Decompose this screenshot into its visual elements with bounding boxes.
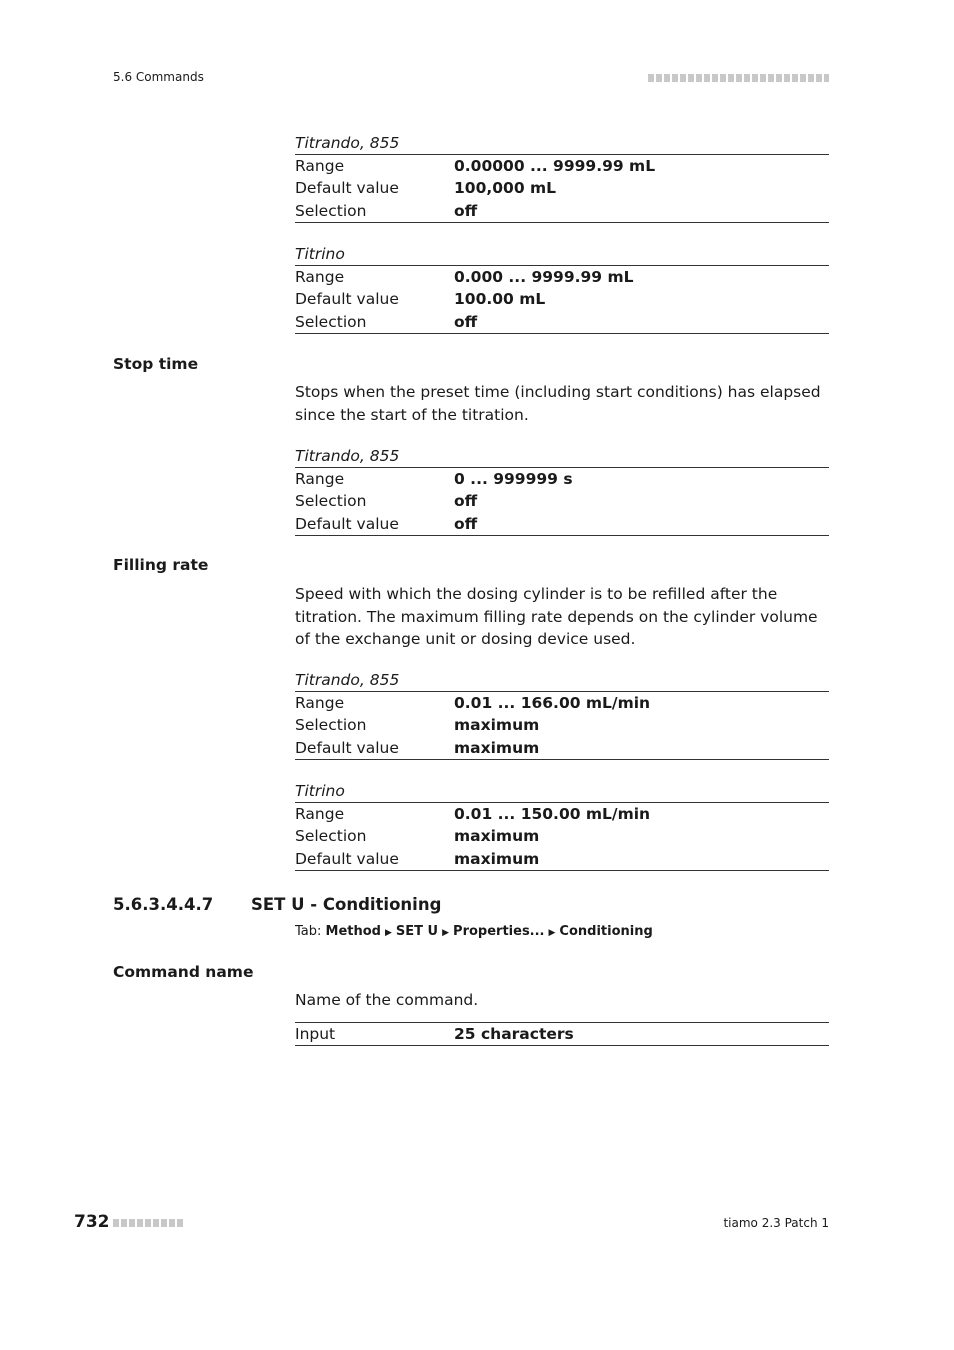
triangle-right-icon: ▶: [548, 928, 556, 938]
table-row: Selection off: [295, 201, 478, 220]
table-caption: Titrando, 855: [295, 445, 829, 468]
table-row: Default value maximum: [295, 738, 540, 757]
command-name-heading: Command name: [113, 963, 254, 981]
table-row: Selection off: [295, 312, 478, 331]
stop-time-heading: Stop time: [113, 355, 199, 373]
tab-path-item: Properties...: [453, 924, 545, 939]
table-row: Default value 100.00 mL: [295, 290, 546, 309]
command-name-description: Name of the command.: [295, 991, 479, 1009]
table-row: Selection maximum: [295, 827, 540, 846]
table-row: Range 0.01 ... 150.00 mL/min: [295, 805, 651, 823]
table-row: Range 0 ... 999999 s: [295, 470, 573, 488]
table-row: Default value 100,000 mL: [295, 179, 557, 198]
table-caption: Titrino: [295, 243, 829, 266]
tab-path-item: SET U: [395, 924, 439, 939]
page-number: 732: [74, 1212, 110, 1232]
tab-path-item: Method: [325, 924, 381, 939]
table-command-name: [295, 1022, 829, 1046]
table-caption: Titrino: [295, 780, 829, 803]
section-title: SET U - Conditioning: [251, 895, 442, 914]
table-filling-titrino: [295, 780, 829, 871]
tab-path: [295, 924, 653, 939]
triangle-right-icon: ▶: [442, 928, 450, 938]
table-titrino-volume: [295, 243, 829, 334]
table-row: Range 0.00000 ... 9999.99 mL: [295, 157, 656, 175]
tab-path-label: Tab:: [295, 924, 322, 939]
table-titrando-volume: [295, 132, 829, 223]
page-header-section: 5.6 Commands: [113, 70, 204, 84]
table-stop-time: [295, 445, 829, 536]
tab-path-item: Conditioning: [559, 924, 653, 939]
stop-time-description: Stops when the preset time (including start conditions) has elapsed since the start of the titration.: [295, 383, 821, 424]
header-decoration: [648, 74, 829, 82]
triangle-right-icon: ▶: [385, 928, 392, 938]
table-caption: Titrando, 855: [295, 132, 829, 155]
table-row: Range 0.01 ... 166.00 mL/min: [295, 694, 651, 712]
footer-product: tiamo 2.3 Patch 1: [723, 1216, 829, 1230]
table-row: Default value maximum: [295, 849, 540, 868]
table-row: Default value off: [295, 514, 478, 533]
table-row: Selection off: [295, 492, 478, 511]
table-row: Selection maximum: [295, 716, 540, 735]
table-row: Input 25 characters: [295, 1025, 574, 1043]
table-row: Range 0.000 ... 9999.99 mL: [295, 268, 634, 286]
filling-rate-heading: Filling rate: [113, 556, 209, 574]
section-number: 5.6.3.4.4.7: [113, 895, 214, 914]
filling-rate-description: Speed with which the dosing cylinder is to be refilled after the titration. The maximum filling rate depends on the cylinder volume of the exchange unit or dosing device used.: [295, 585, 818, 649]
table-caption: Titrando, 855: [295, 669, 829, 692]
footer-decoration: [113, 1219, 183, 1227]
table-filling-titrando: [295, 669, 829, 760]
